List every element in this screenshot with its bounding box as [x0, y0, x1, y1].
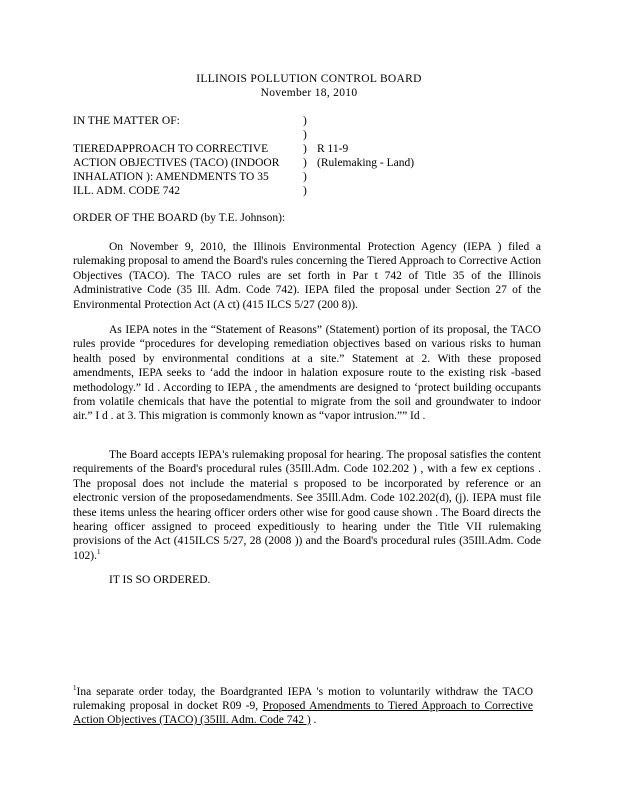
footnote: [73, 685, 533, 727]
body-paragraph-3-text: The Board accepts IEPA's rulemaking proposal for hearing. The proposal satisfies the content requirements of the Board's procedural rules (35Ill.Adm. Code 102.202 ) , with a few ex ceptions . The proposal does not include the material s proposed to be incorporated by reference or an electronic version of the proposedamendments. See 35Ill.Adm. Code 102.202(d), (j). IEPA must file these items unless the hearing officer orders other wise for good cause shown . The Board directs the hearing officer assigned to proceed expeditiously to hearing under the Title VII rulemaking provisions of the Act (415ILCS 5/27, 28 (2008 )) and the Board's procedural rules (35Ill.Adm. Code 102).: [73, 449, 541, 562]
caption-paren: ): [303, 157, 307, 169]
footnote-text: Ina separate order today, the Boardgranted IEPA 's motion to voluntarily withdraw the TACO rulemaking proposal in docket R09 -9,: [73, 686, 533, 712]
agency-title: ILLINOIS POLLUTION CONTROL BOARD: [196, 73, 422, 85]
caption-left-text: ILL. ADM. CODE 742: [73, 185, 181, 197]
case-caption: [73, 114, 553, 198]
caption-row: [73, 156, 553, 170]
docket-number: R 11-9: [317, 143, 349, 155]
document-header: [0, 72, 618, 100]
so-ordered: IT IS SO ORDERED.: [109, 574, 211, 586]
body-paragraph-2: As IEPA notes in the “Statement of Reasons” (Statement) portion of its proposal, the TACO rules provide “procedures for developing remediation objectives based on various risks to human health posed by environmental conditions at a site.” Statement at 2. With these proposed amendments, IEPA seeks to ‘add the indoor in halation exposure route to the existing risk -based methodology.” Id . According to IEPA , the amendments are designed to ‘protect building occupants from volatile chemicals that have the potential to migrate from the soil and groundwater to indoor air.” I d . at 3. This migration is commonly known as “vapor intrusion.”” Id .: [73, 324, 541, 423]
caption-left-text: ACTION OBJECTIVES (TACO) (INDOOR: [73, 157, 280, 169]
caption-row: [73, 114, 553, 128]
caption-paren: ): [303, 115, 307, 127]
order-heading: ORDER OF THE BOARD (by T.E. Johnson):: [73, 212, 286, 224]
caption-row: [73, 170, 553, 184]
caption-row: [73, 142, 553, 156]
footnote-marker: 1: [73, 684, 77, 693]
footnote-docket-title: Proposed Amendments to Tiered Approach to Corrective Action Objectives (TACO) (35Ill. Adm. Code 742 ): [73, 700, 533, 726]
caption-left-text: INHALATION ): AMENDMENTS TO 35: [73, 171, 269, 183]
caption-left-text: [73, 128, 303, 142]
caption-left-text: TIEREDAPPROACH TO CORRECTIVE: [73, 143, 269, 155]
footnote-reference: 1: [96, 548, 101, 557]
body-paragraph-1: On November 9, 2010, the Illinois Environmental Protection Agency (IEPA ) filed a rulemaking proposal to amend the Board's rules concerning the Tiered Approach to Corrective Action Objectives (TACO). The TACO rules are set forth in Par t 742 of Title 35 of the Illinois Administrative Code (35 Ill. Adm. Code 742). IEPA filed the proposal under Section 27 of the Environmental Protection Act (A ct) (415 ILCS 5/27 (200 8)).: [73, 241, 541, 311]
body-paragraph-3: [73, 448, 541, 563]
caption-paren: ): [303, 129, 307, 141]
caption-paren: ): [303, 143, 307, 155]
caption-row: [73, 128, 553, 142]
footnote-end: .: [310, 714, 317, 726]
docket-type: (Rulemaking - Land): [317, 157, 415, 169]
caption-left-text: IN THE MATTER OF:: [73, 115, 180, 127]
document-date: November 18, 2010: [260, 87, 358, 99]
caption-paren: ): [303, 185, 307, 197]
caption-row: [73, 184, 553, 198]
caption-paren: ): [303, 171, 307, 183]
